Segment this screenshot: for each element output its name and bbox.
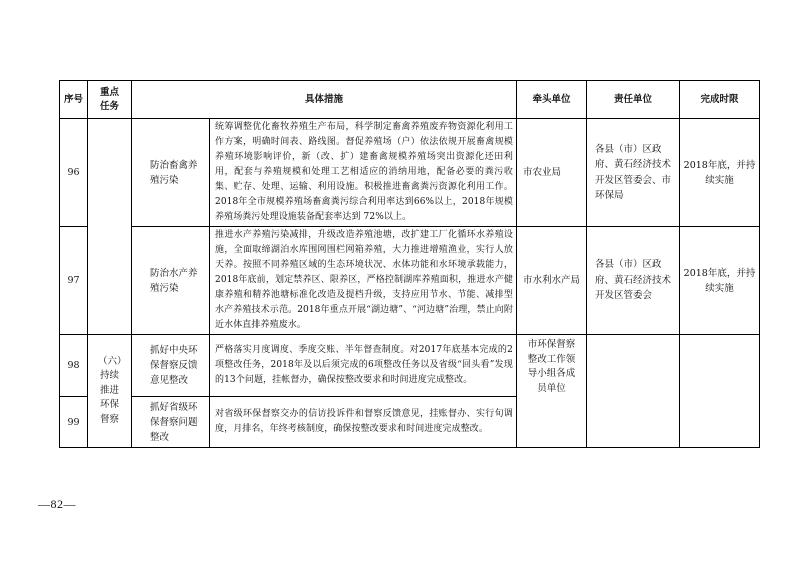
header-lead: 牵头单位 — [517, 81, 587, 119]
deadline: 2018年底，并持续实施 — [680, 227, 760, 335]
responsible-unit: 各县（市）区政府、黄石经济技术开发区管委会 — [587, 227, 680, 335]
table-header-row — [60, 81, 760, 119]
deadline: 2018年底，并持续实施 — [680, 119, 760, 227]
measure-name: 抓好省级环保督察问题整改 — [132, 397, 210, 448]
measure-name: 抓好中央环保督察反馈意见整改 — [132, 335, 210, 397]
key-task-text: （六）持续推进环保督察 — [98, 355, 127, 425]
key-task-label — [88, 335, 132, 448]
lead-unit: 市水利水产局 — [517, 227, 587, 335]
measure-detail: 统筹调整优化畜牧养殖生产布局，科学制定畜禽养殖废弃物资源化利用工作方案，明确时间表、路线图。督促养殖场（户）依法依规开展畜禽规模养殖环境影响评价，新（改、扩）建畜禽规模养殖场突出资源化还田利用，配套与养殖规模和处理工艺相适应的消纳用地，配备必要的粪污收集、贮存、处理、运输、利用设施。积极推进畜禽粪污资源化利用工作。2018年全市规模养殖场畜禽粪污综合利用率达到66%以上，2018年规模养殖场粪污处理设施装备配套率达到 72%以上。 — [210, 119, 517, 227]
responsible-unit-empty — [587, 335, 680, 448]
header-responsible: 责任单位 — [587, 81, 680, 119]
header-deadline: 完成时限 — [680, 81, 760, 119]
deadline-empty — [680, 335, 760, 448]
measure-detail: 严格落实月度调度、季度交账、半年督查制度。对2017年底基本完成的2项整改任务，2018年及以后须完成的6项整改任务以及省级“回头看”发现的13个问题，挂帐督办，确保按整改要求和时间进度完成整改。 — [210, 335, 517, 397]
measure-name: 防治畜禽养殖污染 — [132, 119, 210, 227]
lead-unit-merged — [517, 335, 587, 448]
measure-name: 防治水产养殖污染 — [132, 227, 210, 335]
header-no: 序号 — [60, 81, 88, 119]
lead-unit-text: 市环保督察整改工作领导小组各成员单位 — [527, 339, 576, 394]
lead-unit: 市农业局 — [517, 119, 587, 227]
table-row — [60, 227, 760, 335]
header-measures: 具体措施 — [132, 81, 517, 119]
row-number: 99 — [60, 397, 88, 448]
responsible-unit: 各县（市）区政府、黄石经济技术开发区管委会、市环保局 — [587, 119, 680, 227]
row-number: 96 — [60, 119, 88, 227]
page-number: —82— — [38, 497, 76, 511]
measure-detail: 对省级环保督察交办的信访投诉件和督察反馈意见，挂账督办、实行旬调度，月排名，年终考核制度，确保按整改要求和时间进度完成整改。 — [210, 397, 517, 448]
measure-detail: 推进水产养殖污染减排，升级改造养殖池塘，改扩建工厂化循环水养殖设施，全面取缔湖泊水库围网围栏网箱养殖，大力推进增殖渔业，实行人放天养。按照不同养殖区域的生态环境状况、水体功能和水环境承载能力，2018年底前，划定禁养区、限养区，严格控制湖库养殖面积，推进水产健康养殖和精养池塘标准化改造及提档升级，支持应用节水、节能、减排型水产养殖技术示范。2018年重点开展“湖边塘”、“河边塘”治理，禁止向附近水体直排养殖废水。 — [210, 227, 517, 335]
measures-table — [59, 80, 760, 448]
row-number: 98 — [60, 335, 88, 397]
table-row — [60, 119, 760, 227]
table-row — [60, 335, 760, 397]
task-cell-empty — [88, 119, 132, 335]
header-task: 重点任务 — [88, 81, 132, 119]
row-number: 97 — [60, 227, 88, 335]
